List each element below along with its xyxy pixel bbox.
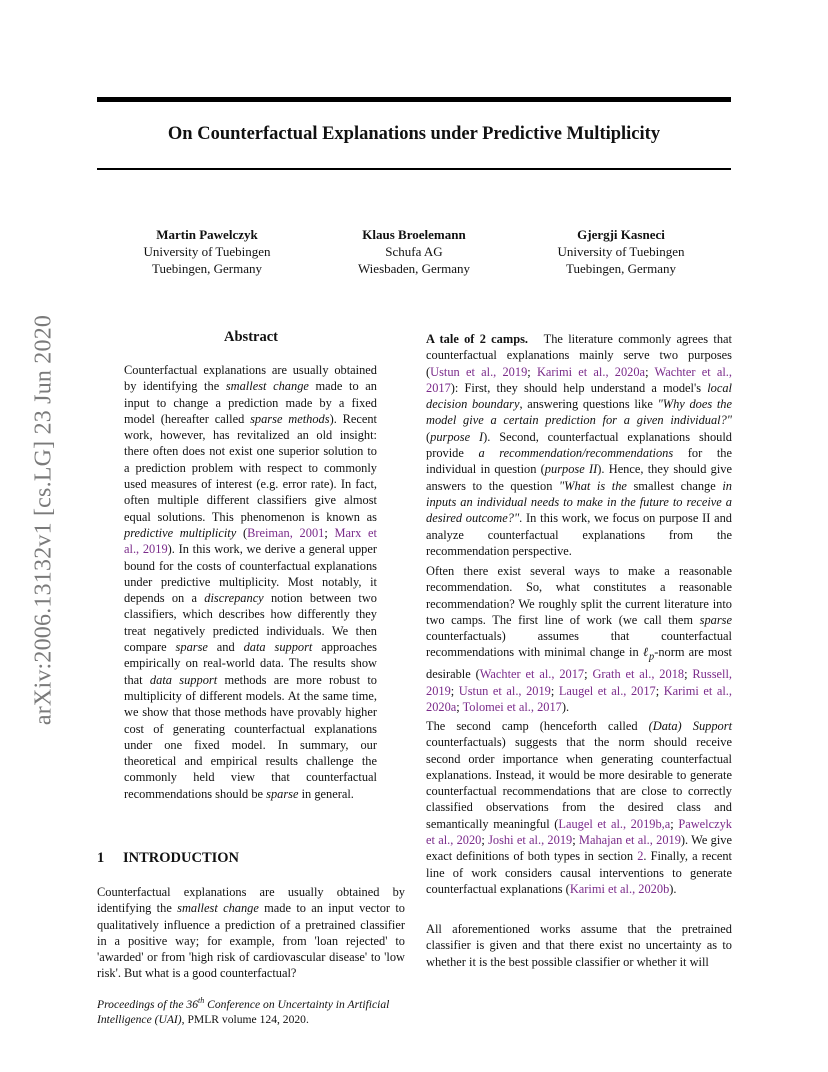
title-rule [97,168,731,170]
text-run: made to an input vector to qualitatively influence a prediction of a pretrained classifier in a positive way; for example, from 'loan rejected' to 'awarded' or from 'high risk of cardiovascular disease' to 'low risk'. But what is a good counterfactual? [97,901,405,981]
citation-link[interactable]: Wachter et al., 2017 [426,364,732,395]
text-run: data support [149,672,218,687]
citation-link[interactable]: Russell, 2019 [426,667,732,698]
text-run: ; [527,364,537,379]
author-1 [97,226,317,277]
text-run: smallest change [225,379,309,394]
text-run: sparse [175,640,208,655]
text-run: ). [561,699,570,714]
text-run: counterfactuals) suggests that the norm should receive second order importance when generating counterfactual explanations. Instead, it would be more desirable to generate counterfactual recommendations that are close to correctly classified observations from the desired class and semantically meaningful ( [426,735,732,831]
text-run: ; [684,667,693,682]
intro-paragraph [97,884,405,982]
citation-link[interactable]: Mahajan et al., 2019 [578,833,681,848]
text-run: in general. [298,786,354,801]
text-run: ; [584,667,593,682]
abstract-heading: Abstract [224,329,278,345]
citation-link[interactable]: Karimi et al., 2020b [569,881,670,896]
author-3 [511,226,731,277]
right-paragraph-2 [426,563,732,715]
text-run: ( [426,429,431,444]
text-run: , PMLR volume 124, 2020. [181,1012,309,1026]
author-name: Martin Pawelczyk [156,227,258,242]
citation-link[interactable]: Laugel et al., 2017 [558,683,656,698]
citation-link[interactable]: Ustun et al., 2019 [430,364,528,379]
text-run: , answering questions like [519,397,658,412]
text-run: "What is the [558,478,627,493]
citation-link[interactable]: Karimi et al., 2020a [536,364,646,379]
author-affiliation: Schufa AG [385,244,443,259]
right-paragraph-4: All aforementioned works assume that the pretrained classifier is given and that there exist no uncertainty as to whether it is the best possible classifier or whether it will [426,922,732,969]
text-run: ). Recent work, however, has revitalized an old insight: there often does not exist one superior solution to a prediction problem with respect to commonly used measures of interest (e.g. error rate). In fact, often multiple different classifiers give almost equal solutions. This phenomenon is known as [124,411,377,524]
text-run: ). In this work, we derive a general upper bound for the costs of counterfactual explanations under predictive multiplicity. Most notably, it depends on a [124,542,377,606]
text-run: local decision boundary [426,380,732,412]
text-run: ; [550,683,559,698]
text-run: p [649,651,655,663]
top-rule [97,97,731,102]
text-run: counterfactuals) assumes that counterfactual recommendations with minimal change in [426,629,732,660]
text-run: -norm are most desirable ( [426,645,732,682]
text-run: "Why does the model give a certain prediction for a given individual?" [426,397,732,428]
text-run: ; [645,364,655,379]
author-location: Tuebingen, Germany [565,261,676,276]
author-name: Klaus Broelemann [362,227,466,242]
text-run: ; [572,833,579,848]
citation-link[interactable]: Pawelczyk et al., 2020 [426,816,732,848]
text-run: ; [481,833,489,848]
citation-link[interactable]: Ustun et al., 2019 [458,683,551,698]
arxiv-stamp[interactable]: arXiv:2006.13132v1 [cs.LG] 23 Jun 2020 [30,314,57,726]
paragraph-lead: A tale of 2 camps. [426,332,529,346]
text-run: purpose II [544,462,598,477]
text-run: ; [655,683,664,698]
text-run: The literature commonly agrees that counterfactual explanations mainly serve two purposes ( [426,332,736,379]
text-run: in inputs an individual needs to make in the future to receive a desired outcome?" [426,478,732,526]
text-run: ; [670,816,679,831]
text-run: smallest change [626,478,723,493]
text-run: discrepancy [204,591,264,606]
abstract-text [124,362,377,802]
text-run: predictive multiplicity [124,525,237,540]
text-run: th [198,996,205,1005]
text-run: a recommendation/recommendations [478,446,674,461]
author-affiliation: University of Tuebingen [143,244,271,259]
author-affiliation: University of Tuebingen [557,244,685,259]
text-run: purpose I [430,429,484,444]
text-run: and [207,640,244,655]
author-name: Gjergji Kasneci [577,227,665,242]
paper-title: On Counterfactual Explanations under Predictive Multiplicity [167,124,661,144]
text-run: Proceedings of the 36 [97,997,198,1011]
citation-link[interactable]: Laugel et al., 2019b,a [558,816,671,831]
text-run: ). [669,881,677,896]
text-run: for the individual in question ( [426,446,733,477]
citation-link[interactable]: Wachter et al., 2017 [479,667,585,682]
text-run: Counterfactual explanations are usually obtained by identifying the [124,363,377,394]
text-run: Counterfactual explanations are usually obtained by identifying the [97,885,405,916]
text-run: sparse methods [250,411,330,426]
text-run: smallest change [177,901,259,916]
section-number: 1 [97,850,105,866]
text-run: ). Second, counterfactual explanations should provide [426,429,732,461]
section-ref-link[interactable]: 2 [637,849,644,864]
text-run: made to an input to change a prediction made by a fixed model (hereafter called [124,379,377,426]
citation-link[interactable]: Marx et al., 2019 [124,525,377,557]
author-2 [304,226,524,277]
text-run: ; [456,699,463,714]
author-location: Tuebingen, Germany [151,261,262,276]
text-run: ). Hence, they should give answers to the question [426,462,732,493]
text-run: methods are more robust to multiplicity of different models. At the same time, we show that those methods have provably higher cost of generating counterfactual explanations under one fixed model. In summary, our theoretical and empirical results challenge the commonly held view that counterfactual recommendations should be [124,672,377,801]
text-run: Conference on Uncertainty in Artificial Intelligence (UAI) [97,997,390,1026]
author-location: Wiesbaden, Germany [357,261,471,276]
text-run: approaches empirically on real-world data. The results show that [124,640,377,687]
text-run: ℓ [642,645,650,660]
text-run: . Finally, a recent line of work considers causal interventions to generate counterfactual explanations ( [426,849,732,896]
text-run: sparse [699,612,732,627]
citation-link[interactable]: Tolomei et al., 2017 [462,699,562,714]
text-run: Often there exist several ways to make a reasonable recommendation. So, what constitutes a reasonable recommendation? We roughly split the current literature into two camps. The first line of work (we call them [426,564,732,627]
citation-link[interactable]: Breiman, 2001 [247,525,325,540]
right-paragraph-1 [426,331,736,559]
citation-link[interactable]: Joshi et al., 2019 [488,833,573,848]
text-run: ( [236,525,248,540]
text-run: ; [324,525,335,540]
text-run: ): First, they should help understand a model's [450,380,708,395]
text-run: sparse [266,786,299,801]
right-paragraph-3 [426,718,732,897]
text-run: ). We give exact definitions of both types in section [426,833,732,864]
text-run: notion between two classifiers, which describes how differently they treat negatively predicted individuals. We then compare [124,591,377,655]
section-title: INTRODUCTION [123,850,240,866]
section-heading [97,850,239,867]
text-run: data support [243,640,313,655]
text-run: (Data) Support [648,719,733,733]
text-run: ; [450,683,459,698]
text-run: . In this work, we focus on purpose II and analyze counterfactual explanations from the recommendation perspective. [426,511,733,558]
text-run: The second camp (henceforth called [426,719,649,733]
citation-link[interactable]: Grath et al., 2018 [592,667,685,682]
citation-link[interactable]: Karimi et al., 2020a [426,683,732,714]
footnote [97,993,417,1027]
